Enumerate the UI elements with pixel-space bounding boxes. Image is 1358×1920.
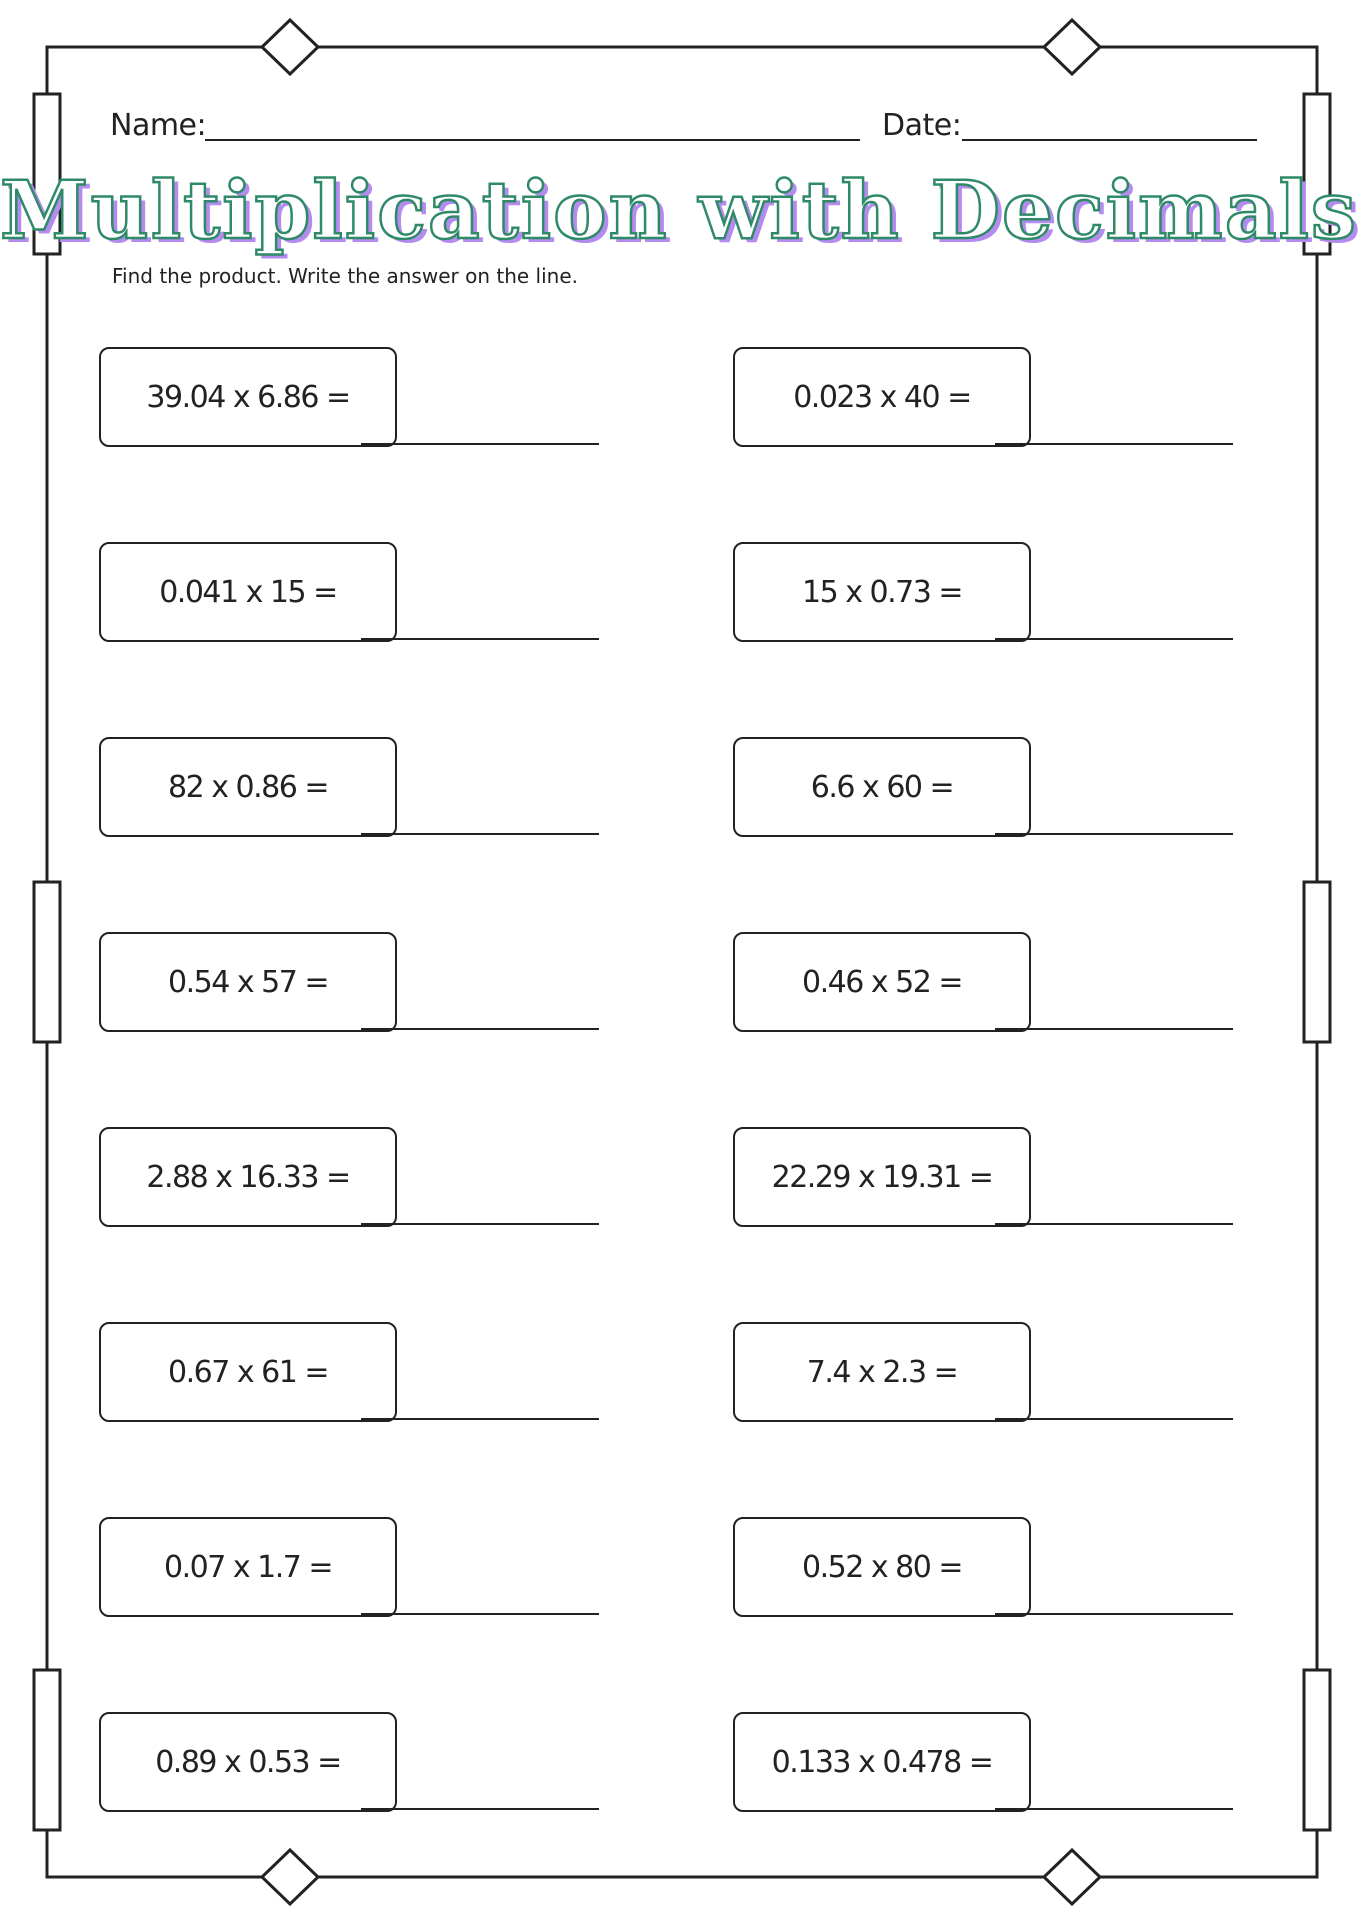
date-field[interactable] bbox=[962, 139, 1257, 141]
problem-item bbox=[99, 347, 599, 447]
answer-line[interactable] bbox=[361, 1028, 599, 1030]
problem-item bbox=[733, 932, 1233, 1032]
answer-line[interactable] bbox=[995, 1613, 1233, 1615]
problem-item bbox=[99, 737, 599, 837]
answer-line[interactable] bbox=[361, 1418, 599, 1420]
border-bar-ornament bbox=[34, 882, 60, 1042]
answer-line[interactable] bbox=[995, 443, 1233, 445]
answer-line[interactable] bbox=[995, 638, 1233, 640]
problem-expression: 0.07 x 1.7 = bbox=[99, 1517, 397, 1617]
answer-line[interactable] bbox=[361, 1223, 599, 1225]
border-diamond-ornament bbox=[1044, 20, 1100, 74]
problem-expression: 0.46 x 52 = bbox=[733, 932, 1031, 1032]
border-diamond-ornament bbox=[262, 1850, 318, 1904]
problem-item bbox=[733, 542, 1233, 642]
problem-expression: 39.04 x 6.86 = bbox=[99, 347, 397, 447]
problem-expression: 22.29 x 19.31 = bbox=[733, 1127, 1031, 1227]
problem-expression: 82 x 0.86 = bbox=[99, 737, 397, 837]
problem-expression: 2.88 x 16.33 = bbox=[99, 1127, 397, 1227]
date-label: Date: bbox=[882, 108, 962, 143]
problem-item bbox=[733, 1322, 1233, 1422]
border-diamond-ornament bbox=[262, 20, 318, 74]
answer-line[interactable] bbox=[361, 833, 599, 835]
problem-expression: 0.89 x 0.53 = bbox=[99, 1712, 397, 1812]
problem-item bbox=[99, 932, 599, 1032]
answer-line[interactable] bbox=[995, 1808, 1233, 1810]
answer-line[interactable] bbox=[361, 1808, 599, 1810]
problem-expression: 15 x 0.73 = bbox=[733, 542, 1031, 642]
problem-item bbox=[99, 1322, 599, 1422]
problem-expression: 0.133 x 0.478 = bbox=[733, 1712, 1031, 1812]
problem-item bbox=[99, 542, 599, 642]
problem-expression: 0.54 x 57 = bbox=[99, 932, 397, 1032]
problem-item bbox=[733, 737, 1233, 837]
problem-expression: 6.6 x 60 = bbox=[733, 737, 1031, 837]
problem-expression: 0.023 x 40 = bbox=[733, 347, 1031, 447]
problem-expression: 0.52 x 80 = bbox=[733, 1517, 1031, 1617]
border-diamond-ornament bbox=[1044, 1850, 1100, 1904]
answer-line[interactable] bbox=[995, 1223, 1233, 1225]
problem-item bbox=[733, 347, 1233, 447]
answer-line[interactable] bbox=[995, 833, 1233, 835]
problem-expression: 0.67 x 61 = bbox=[99, 1322, 397, 1422]
answer-line[interactable] bbox=[995, 1028, 1233, 1030]
border-bar-ornament bbox=[34, 1670, 60, 1830]
problem-item bbox=[99, 1517, 599, 1617]
problem-expression: 7.4 x 2.3 = bbox=[733, 1322, 1031, 1422]
answer-line[interactable] bbox=[361, 638, 599, 640]
answer-line[interactable] bbox=[361, 1613, 599, 1615]
border-bar-ornament bbox=[1304, 882, 1330, 1042]
problem-expression: 0.041 x 15 = bbox=[99, 542, 397, 642]
problem-item bbox=[99, 1127, 599, 1227]
name-field[interactable] bbox=[205, 139, 860, 141]
answer-line[interactable] bbox=[361, 443, 599, 445]
problem-item bbox=[733, 1517, 1233, 1617]
problem-item bbox=[733, 1127, 1233, 1227]
instructions-text: Find the product. Write the answer on the line. bbox=[112, 264, 578, 288]
problem-item bbox=[99, 1712, 599, 1812]
border-bar-ornament bbox=[1304, 1670, 1330, 1830]
name-label: Name: bbox=[110, 108, 207, 143]
answer-line[interactable] bbox=[995, 1418, 1233, 1420]
problem-item bbox=[733, 1712, 1233, 1812]
page-title: Multiplication with Decimals bbox=[0, 163, 1358, 257]
